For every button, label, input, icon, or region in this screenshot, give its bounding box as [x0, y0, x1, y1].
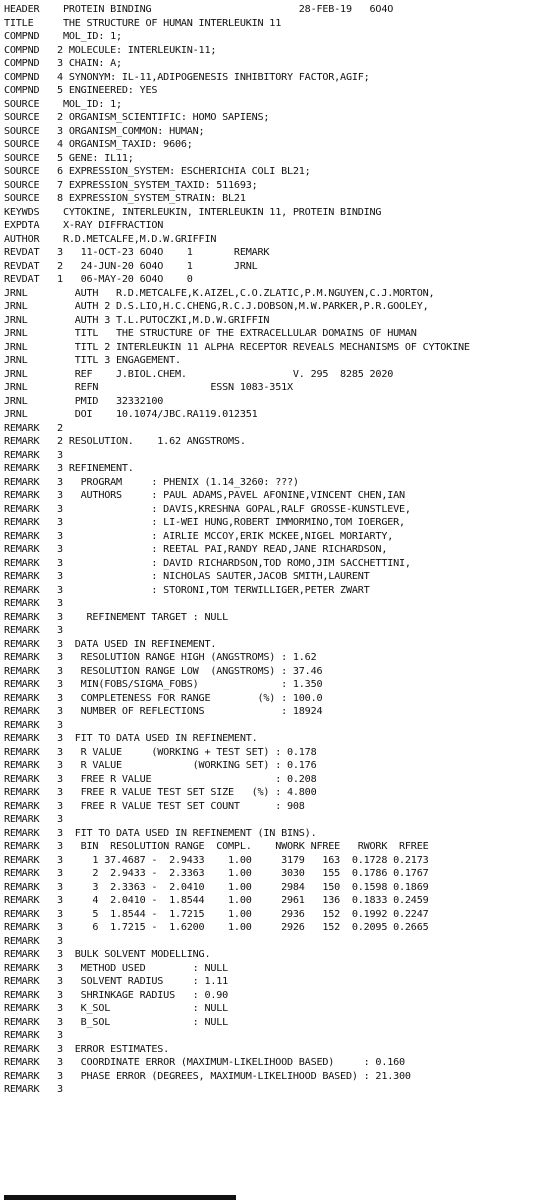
record-line: SOURCE 2 ORGANISM_SCIENTIFIC: HOMO SAPIENS;	[4, 112, 270, 123]
record-line: SOURCE 8 EXPRESSION_SYSTEM_STRAIN: BL21	[4, 193, 246, 204]
record-line: REMARK 3	[4, 1030, 63, 1041]
record-line: REMARK 3 R VALUE (WORKING SET) : 0.176	[4, 760, 317, 771]
record-line: REMARK 3 R VALUE (WORKING + TEST SET) : 0.178	[4, 746, 317, 758]
record-line: REMARK 3 : NICHOLAS SAUTER,JACOB SMITH,LAURENT	[4, 571, 370, 582]
record-line: JRNL AUTH R.D.METCALFE,K.AIZEL,C.O.ZLATIC,P.M.NGUYEN,C.J.MORTON,	[4, 287, 435, 299]
record-line: COMPND 5 ENGINEERED: YES	[4, 85, 158, 96]
record-line: EXPDTA X-RAY DIFFRACTION	[4, 220, 164, 231]
record-line: REMARK 3 PROGRAM : PHENIX (1.14_3260: ???)	[4, 476, 299, 488]
record-line: REMARK 3	[4, 935, 63, 947]
record-line: AUTHOR R.D.METCALFE,M.D.W.GRIFFIN	[4, 233, 217, 245]
record-line: SOURCE 3 ORGANISM_COMMON: HUMAN;	[4, 125, 205, 137]
record-line: REMARK 3 6 1.7215 - 1.6200 1.00 2926 152 0.2095 0.2665	[4, 922, 429, 933]
record-line: REMARK 3 FIT TO DATA USED IN REFINEMENT (IN BINS).	[4, 827, 317, 839]
pdb-record-text	[4, 3, 560, 1097]
record-line: REMARK 3 RESOLUTION RANGE HIGH (ANGSTROMS) : 1.62	[4, 652, 317, 663]
record-line: JRNL TITL 2 INTERLEUKIN 11 ALPHA RECEPTOR REVEALS MECHANISMS OF CYTOKINE	[4, 341, 470, 353]
record-line: REMARK 3 REFINEMENT.	[4, 463, 134, 474]
record-line: JRNL AUTH 3 T.L.PUTOCZKI,M.D.W.GRIFFIN	[4, 314, 270, 326]
record-line: REMARK 3 COMPLETENESS FOR RANGE (%) : 100.0	[4, 692, 323, 704]
record-line: REMARK 3 FREE R VALUE : 0.208	[4, 773, 317, 785]
record-line: COMPND 3 CHAIN: A;	[4, 58, 122, 69]
record-line: JRNL REFN ESSN 1083-351X	[4, 382, 293, 393]
record-line: SOURCE 7 EXPRESSION_SYSTEM_TAXID: 511693;	[4, 179, 258, 191]
record-line: REMARK 3 SHRINKAGE RADIUS : 0.90	[4, 989, 229, 1001]
record-line: REMARK 3	[4, 719, 63, 731]
record-line: REMARK 3 5 1.8544 - 1.7215 1.00 2936 152 0.1992 0.2247	[4, 908, 429, 920]
record-line: REMARK 3 B_SOL : NULL	[4, 1016, 229, 1028]
record-line: REMARK 3 PHASE ERROR (DEGREES, MAXIMUM-LIKELIHOOD BASED) : 21.300	[4, 1070, 411, 1082]
record-line: REMARK 3 FREE R VALUE TEST SET SIZE (%) : 4.800	[4, 787, 317, 798]
record-line: REMARK 3 1 37.4687 - 2.9433 1.00 3179 163 0.1728 0.2173	[4, 854, 429, 866]
record-line: REMARK 3 : AIRLIE MCCOY,ERIK MCKEE,NIGEL MORIARTY,	[4, 530, 394, 542]
record-line: REMARK 3 DATA USED IN REFINEMENT.	[4, 638, 217, 650]
record-line: REVDAT 1 06-MAY-20 6O4O 0	[4, 274, 193, 285]
record-line: REMARK 3 SOLVENT RADIUS : 1.11	[4, 976, 229, 987]
record-line: REMARK 3 BULK SOLVENT MODELLING.	[4, 949, 211, 960]
record-line: SOURCE 6 EXPRESSION_SYSTEM: ESCHERICHIA COLI BL21;	[4, 166, 311, 177]
record-line: JRNL PMID 32332100	[4, 395, 164, 407]
record-line: REMARK 3 4 2.0410 - 1.8544 1.00 2961 136 0.1833 0.2459	[4, 895, 429, 906]
record-line: SOURCE MOL_ID: 1;	[4, 98, 122, 110]
record-line: SOURCE 5 GENE: IL11;	[4, 152, 134, 164]
record-line: REMARK 3 3 2.3363 - 2.0410 1.00 2984 150 0.1598 0.1869	[4, 881, 429, 893]
record-line: COMPND 2 MOLECULE: INTERLEUKIN-11;	[4, 44, 217, 56]
record-line: REMARK 3 : DAVID RICHARDSON,TOD ROMO,JIM SACCHETTINI,	[4, 557, 411, 569]
record-line: REMARK 3 AUTHORS : PAUL ADAMS,PAVEL AFONINE,VINCENT CHEN,IAN	[4, 490, 405, 501]
record-line: REMARK 3 FREE R VALUE TEST SET COUNT : 908	[4, 800, 305, 812]
record-line: REMARK 3 : LI-WEI HUNG,ROBERT IMMORMINO,TOM IOERGER,	[4, 517, 405, 528]
record-line: JRNL REF J.BIOL.CHEM. V. 295 8285 2020	[4, 368, 394, 380]
record-line: REMARK 3 NUMBER OF REFLECTIONS : 18924	[4, 706, 323, 717]
record-line: JRNL TITL 3 ENGAGEMENT.	[4, 355, 181, 366]
record-line: KEYWDS CYTOKINE, INTERLEUKIN, INTERLEUKIN 11, PROTEIN BINDING	[4, 206, 382, 218]
record-line: HEADER PROTEIN BINDING 28-FEB-19 6O4O	[4, 4, 394, 15]
record-line: REMARK 3	[4, 449, 63, 461]
record-line: REMARK 2	[4, 422, 63, 434]
record-line: REMARK 3 FIT TO DATA USED IN REFINEMENT.	[4, 733, 258, 744]
record-line: REMARK 3 RESOLUTION RANGE LOW (ANGSTROMS) : 37.46	[4, 665, 323, 677]
record-line: SOURCE 4 ORGANISM_TAXID: 9606;	[4, 139, 193, 150]
record-line: REVDAT 2 24-JUN-20 6O4O 1 JRNL	[4, 260, 258, 272]
record-line: REMARK 3 BIN RESOLUTION RANGE COMPL. NWORK NFREE RWORK RFREE	[4, 841, 429, 852]
record-line: REMARK 2 RESOLUTION. 1.62 ANGSTROMS.	[4, 436, 246, 447]
record-line: REMARK 3 2 2.9433 - 2.3363 1.00 3030 155 0.1786 0.1767	[4, 868, 429, 879]
record-line: JRNL TITL THE STRUCTURE OF THE EXTRACELLULAR DOMAINS OF HUMAN	[4, 328, 417, 339]
record-line: REVDAT 3 11-OCT-23 6O4O 1 REMARK	[4, 247, 270, 258]
record-line: REMARK 3 COORDINATE ERROR (MAXIMUM-LIKELIHOOD BASED) : 0.160	[4, 1057, 405, 1068]
record-line: JRNL DOI 10.1074/JBC.RA119.012351	[4, 409, 258, 420]
record-line: REMARK 3 MIN(FOBS/SIGMA_FOBS) : 1.350	[4, 679, 323, 690]
record-line: REMARK 3 METHOD USED : NULL	[4, 962, 229, 974]
record-line: REMARK 3 : DAVIS,KRESHNA GOPAL,RALF GROSSE-KUNSTLEVE,	[4, 503, 411, 515]
record-line: REMARK 3	[4, 598, 63, 609]
record-line: TITLE THE STRUCTURE OF HUMAN INTERLEUKIN 11	[4, 17, 282, 29]
record-line: REMARK 3 : STORONI,TOM TERWILLIGER,PETER ZWART	[4, 584, 370, 596]
record-line: REMARK 3 ERROR ESTIMATES.	[4, 1043, 170, 1055]
record-line: REMARK 3	[4, 1084, 63, 1095]
record-line: REMARK 3 : REETAL PAI,RANDY READ,JANE RICHARDSON,	[4, 544, 388, 555]
record-line: JRNL AUTH 2 D.S.LIO,H.C.CHENG,R.C.J.DOBSON,M.W.PARKER,P.R.GOOLEY,	[4, 301, 429, 312]
record-line: REMARK 3	[4, 814, 63, 825]
record-line: REMARK 3	[4, 625, 63, 636]
record-line: REMARK 3 REFINEMENT TARGET : NULL	[4, 611, 229, 623]
record-line: COMPND MOL_ID: 1;	[4, 31, 122, 42]
record-line: COMPND 4 SYNONYM: IL-11,ADIPOGENESIS INHIBITORY FACTOR,AGIF;	[4, 71, 370, 83]
horizontal-scrollbar[interactable]	[4, 1195, 236, 1200]
record-line: REMARK 3 K_SOL : NULL	[4, 1003, 229, 1014]
